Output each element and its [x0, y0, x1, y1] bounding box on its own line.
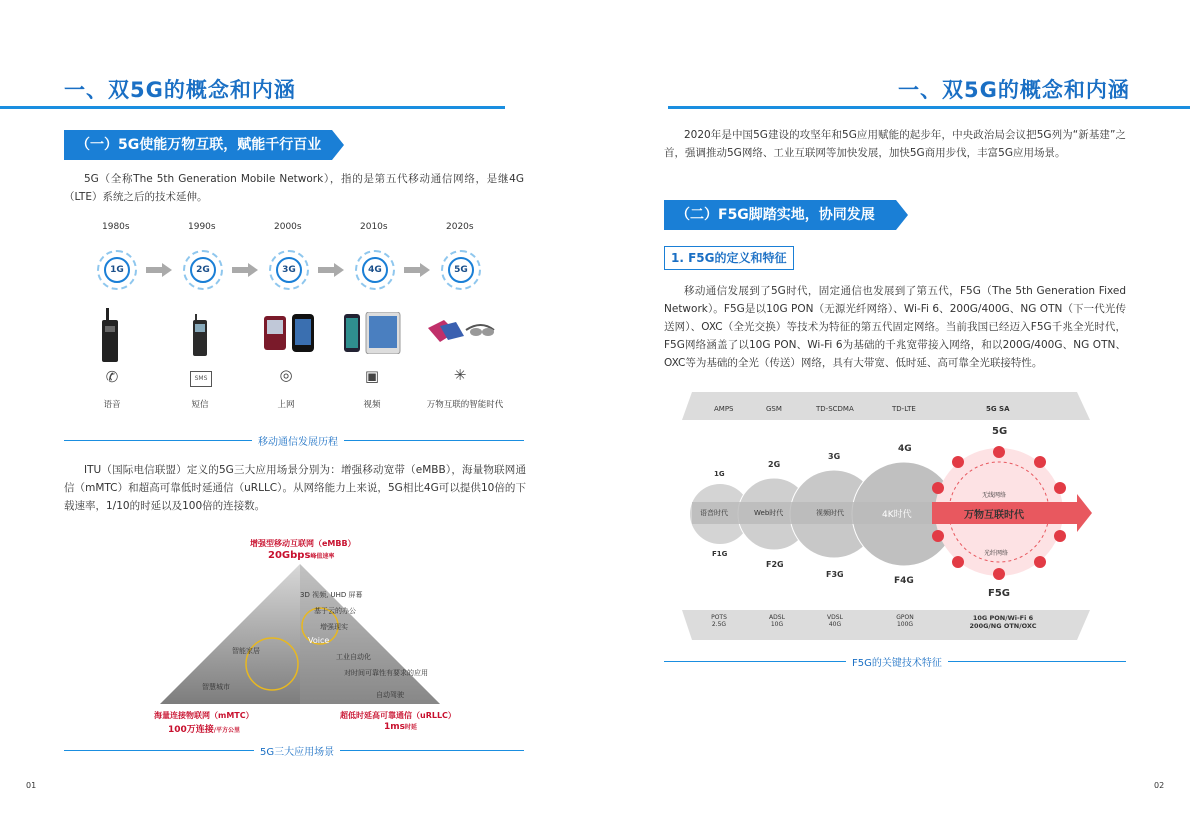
decade-label: 1990s — [188, 222, 216, 232]
mobile-tech-label: TD-SCDMA — [816, 405, 854, 413]
f5g-paragraph: 移动通信发展到了5G时代，固定通信也发展到了第五代，F5G（The 5th Generation Fixed Network）。F5G是以10G PON（无源光纤网络）、Wi-Fi 6、200G/400G、NG OTN（下一代光传送网）、OXC（全光交换）等技术为特征的第五代固定网络。当前我国已经迈入F5G千兆全光时代，F5G网络涵盖了以10G PON、Wi-Fi 6为基础的千兆宽带接入网络，和以200G/400G、NG OTN、OXC等为基础的全光（传送）网络，具有大带宽、低时延、高可靠全光联接特性。 — [664, 285, 1126, 369]
era-label: 视频时代 — [816, 509, 844, 517]
feature-phone-icon — [192, 314, 208, 356]
gen-circle-5g — [441, 250, 481, 290]
fixed-tech-name: 10G PON/Wi-Fi 6 — [972, 614, 1034, 622]
smartphones-icon — [264, 314, 316, 352]
embb-title: 增强型移动互联网（eMBB） — [250, 539, 356, 548]
gen-label: 5G — [448, 257, 474, 283]
gen-circle-2g — [183, 250, 223, 290]
mmtc-unit: /平方公里 — [213, 727, 240, 734]
era-label: 语音时代 — [700, 509, 728, 517]
voice-label: Voice — [308, 636, 330, 645]
gen-circle-4g — [355, 250, 395, 290]
decade-label: 2010s — [360, 222, 388, 232]
section2-banner: （二）F5G脚踏实地，协同发展 — [664, 200, 896, 230]
decade-label: 2000s — [274, 222, 302, 232]
mobile-gen-label: 3G — [828, 452, 841, 461]
fixed-tech — [766, 614, 788, 628]
mmtc-value: 100万连接 — [168, 725, 214, 735]
gen-label: 2G — [190, 257, 216, 283]
fixed-gen-label: F2G — [766, 560, 784, 569]
timeline-arrow — [232, 267, 248, 273]
scenarios-caption: 5G三大应用场景 — [254, 743, 340, 758]
timeline-arrow-head — [248, 263, 258, 277]
pyramid-label: 增强现实 — [320, 623, 348, 631]
sub-title-f5g-definition: 1. F5G的定义和特征 — [664, 246, 794, 270]
itu-paragraph: ITU（国际电信联盟）定义的5G三大应用场景分别为：增强移动宽带（eMBB），海量物联网通信（mMTC）和超高可靠低时延通信（uRLLC）。从网络能力上来说，5G相比4G可以提供10倍的下载速率，1/10的时延以及100倍的连接数。 — [64, 464, 526, 512]
tablet-phone-icon — [344, 312, 402, 354]
era-label: 万物互联时代 — [964, 510, 1024, 521]
fixed-gen-label: F4G — [894, 576, 914, 586]
fixed-tech-rate: 200G/NG OTN/OXC — [969, 622, 1037, 630]
gen-circle-3g — [269, 250, 309, 290]
right-title-rule — [668, 106, 1190, 109]
timeline-arrow-head — [162, 263, 172, 277]
fixed-tech-name: ADSL — [769, 614, 785, 621]
network-node-icon: ✳ — [453, 366, 467, 384]
embb-value: 20Gbps — [268, 550, 311, 561]
phone-call-icon: ✆ — [105, 368, 119, 386]
gen-label: 3G — [276, 257, 302, 283]
left-page-number: 01 — [26, 781, 37, 790]
mobile-gen-label: 2G — [768, 460, 781, 469]
embb-value-wrap — [268, 550, 334, 561]
left-page-title: 一、双5G的概念和内涵 — [64, 78, 296, 102]
fixed-tech — [958, 614, 1048, 630]
gen-label: 4G — [362, 257, 388, 283]
section1-banner: （一）5G使能万物互联，赋能千行百业 — [64, 130, 332, 160]
timeline-arrow-head — [334, 263, 344, 277]
wireless-label: 无线网络 — [982, 492, 1007, 499]
pyramid-label: 基于云的办公 — [314, 607, 356, 615]
f5g-caption: F5G的关键技术特征 — [846, 654, 948, 669]
fixed-tech-rate: 40G — [828, 621, 842, 628]
right-page-number: 02 — [1154, 781, 1165, 790]
pyramid-label: 对时间可靠性有要求的应用 — [344, 669, 428, 677]
era-label: 4K时代 — [882, 510, 912, 520]
brick-phone-icon — [100, 308, 120, 362]
service-label: 上网 — [277, 400, 295, 410]
mobile-gen-label: 5G — [992, 426, 1008, 437]
mobile-tech-label: TD-LTE — [892, 405, 916, 413]
web-globe-icon: ◎ — [279, 366, 293, 384]
fixed-gen-label: F3G — [826, 570, 844, 579]
pyramid-label: 3D 视频, UHD 屏幕 — [300, 591, 363, 599]
right-page-title: 一、双5G的概念和内涵 — [898, 78, 1130, 102]
fixed-tech — [824, 614, 846, 628]
fixed-tech-name: GPON — [896, 614, 914, 621]
mobile-tech-label: 5G SA — [986, 405, 1010, 413]
timeline-arrow — [318, 267, 334, 273]
fixed-tech-name: POTS — [711, 614, 727, 621]
urllc-value: 1ms — [384, 722, 405, 732]
decade-label: 2020s — [446, 222, 474, 232]
urllc-value-wrap — [384, 722, 417, 732]
embb-unit: 峰值速率 — [310, 553, 335, 560]
5g-scenarios-pyramid — [140, 534, 460, 739]
timeline-arrow — [146, 267, 162, 273]
urllc-title: 超低时延高可靠通信（uRLLC） — [340, 711, 456, 720]
mobile-gen-label: 1G — [714, 470, 725, 478]
pyramid-label: 智慧城市 — [202, 683, 230, 691]
service-label: 视频 — [363, 400, 381, 410]
fixed-tech-name: VDSL — [827, 614, 843, 621]
gen-label: 1G — [104, 257, 130, 283]
section2-banner-tip — [896, 200, 908, 230]
pyramid-label: 自动驾驶 — [376, 691, 404, 699]
fixed-tech-rate: 100G — [896, 621, 914, 628]
sms-icon: SMS — [190, 371, 212, 387]
optical-label: 光纤网络 — [984, 550, 1009, 557]
pyramid-label: 智能家居 — [232, 647, 260, 655]
fixed-tech-rate: 2.5G — [711, 621, 727, 628]
timeline-arrow — [404, 267, 420, 273]
mobile-timeline — [64, 218, 524, 418]
left-title-rule — [0, 106, 505, 109]
video-icon: ▣ — [364, 367, 380, 385]
section1-banner-tip — [332, 130, 344, 160]
fixed-tech-rate: 10G — [770, 621, 784, 628]
intro-paragraph: 5G（全称The 5th Generation Mobile Network），指的是第五代移动通信网络，是继4G（LTE）系统之后的技术延伸。 — [64, 173, 524, 203]
fixed-gen-label: F1G — [712, 550, 728, 558]
mmtc-title: 海量连接物联网（mMTC） — [154, 711, 254, 720]
fixed-tech — [894, 614, 916, 628]
timeline-caption: 移动通信发展历程 — [252, 433, 344, 448]
fixed-tech — [708, 614, 730, 628]
mobile-gen-label: 4G — [898, 444, 912, 454]
smart-devices-icon — [426, 318, 496, 348]
era-label: Web时代 — [754, 509, 784, 517]
mmtc-value-wrap — [168, 722, 240, 735]
mobile-tech-label: AMPS — [714, 405, 734, 413]
timeline-arrow-head — [420, 263, 430, 277]
right-intro-paragraph: 2020年是中国5G建设的攻坚年和5G应用赋能的起步年，中央政治局会议把5G列为“新基建”之首，强调推动5G网络、工业互联网等加快发展，加快5G商用步伐，丰富5G应用场景。 — [664, 129, 1126, 159]
service-label: 语音 — [103, 400, 121, 410]
decade-label: 1980s — [102, 222, 130, 232]
urllc-unit: 时延 — [405, 724, 418, 731]
mobile-tech-label: GSM — [766, 405, 782, 413]
f5g-diagram — [682, 388, 1092, 643]
service-label: 短信 — [191, 400, 209, 410]
gen-circle-1g — [97, 250, 137, 290]
service-label: 万物互联的智能时代 — [426, 400, 504, 410]
pyramid-label: 工业自动化 — [336, 653, 371, 661]
fixed-gen-label: F5G — [988, 588, 1010, 599]
